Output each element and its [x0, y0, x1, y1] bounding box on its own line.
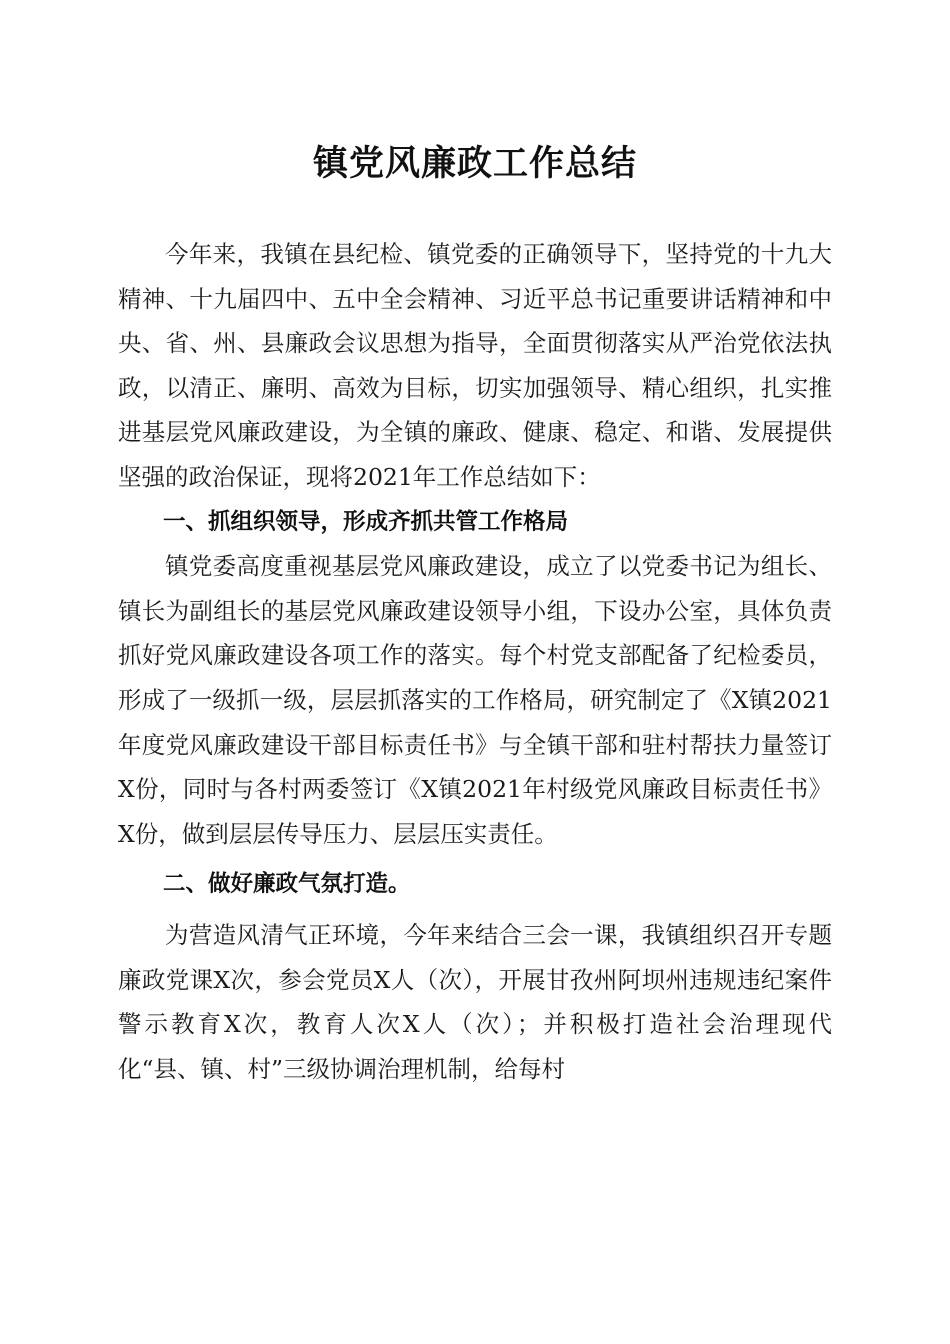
document-title: 镇党风廉政工作总结	[312, 143, 637, 184]
section-1-paragraph: 镇党委高度重视基层党风廉政建设，成立了以党委书记为组长、镇长为副组长的基层党风廉政建设领导小组，下设办公室，具体负责抓好党风廉政建设各项工作的落实。每个村党支部配备了纪检委员，形成了一级抓一级，层层抓落实的工作格局，研究制定了《X镇2021年度党风廉政建设干部目标责任书》与全镇干部和驻村帮扶力量签订X份，同时与各村两委签订《X镇2021年村级党风廉政目标责任书》X份，做到层层传导压力、层层压实责任。	[118, 552, 832, 848]
section-2-heading: 二、做好廉政气氛打造。	[163, 871, 411, 898]
section-1-heading: 一、抓组织领导，形成齐抓共管工作格局	[163, 508, 569, 535]
section-2-paragraph: 为营造风清气正环境，今年来结合三会一课，我镇组织召开专题廉政党课X次，参会党员X人（次），开展甘孜州阿坝州违规违纪案件警示教育X次，教育人次X人（次）；并积极打造社会治理现代化“县、镇、村”三级协调治理机制，给每村	[118, 920, 832, 1083]
document-body	[118, 232, 832, 1091]
intro-paragraph: 今年来，我镇在县纪检、镇党委的正确领导下，坚持党的十九大精神、十九届四中、五中全会精神、习近平总书记重要讲话精神和中央、省、州、县廉政会议思想为指导，全面贯彻落实从严治党依法执政，以清正、廉明、高效为目标，切实加强领导、精心组织，扎实推进基层党风廉政建设，为全镇的廉政、健康、稳定、和谐、发展提供坚强的政治保证，现将2021年工作总结如下：	[118, 240, 832, 491]
